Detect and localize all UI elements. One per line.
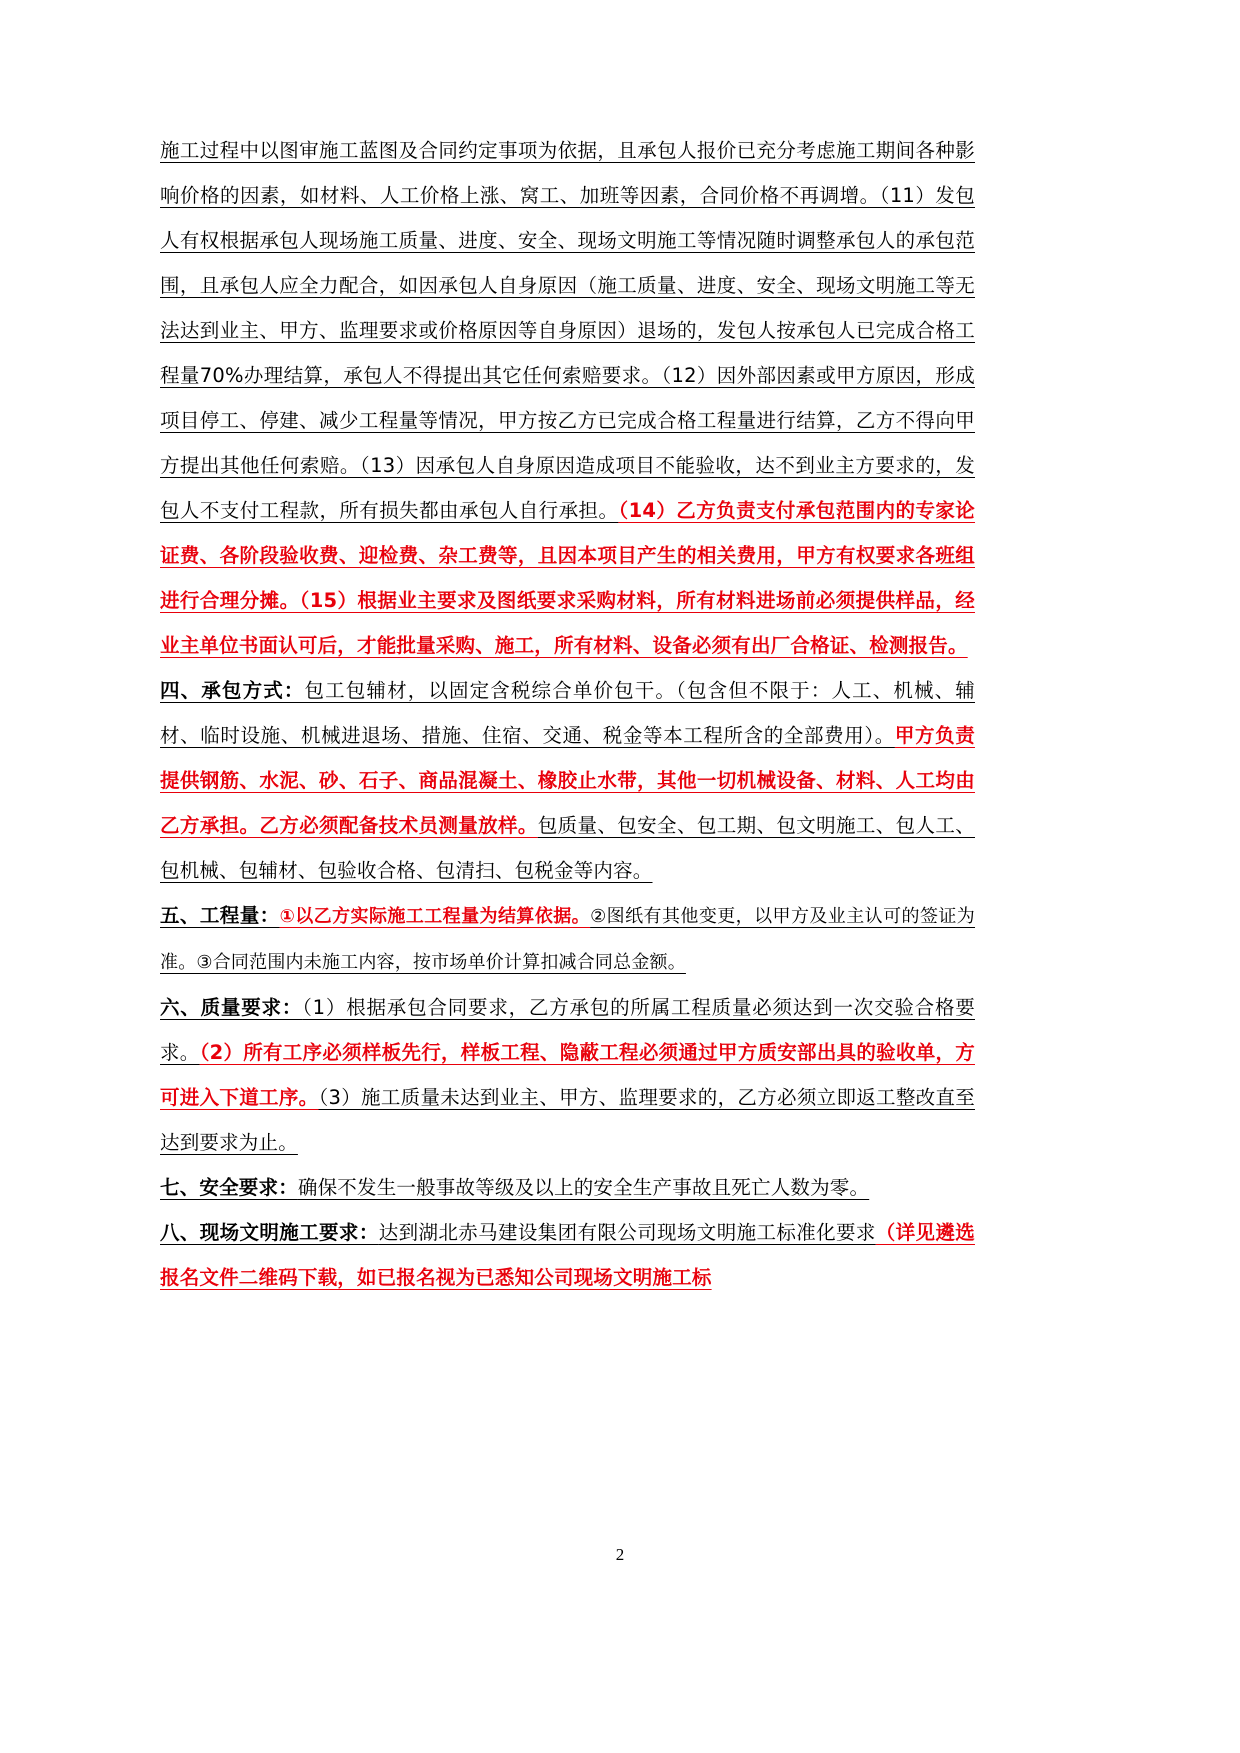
section-heading-six: 六、质量要求： bbox=[160, 996, 303, 1019]
text-run: 确保不发生一般事故等级及以上的安全生产事故且死亡人数为零。 bbox=[297, 1176, 870, 1199]
text-run: 施工过程中以图审施工蓝图及合同约定事项为依据，且承包人报价已充分考虑施工期间各种影响价格的因素，如材料、人工价格上涨、窝工、加班等因素，合同价格不再调增。（11）发包人有权根据承包人现场施工质量、进度、安全、现场文明施工等情况随时调整承包人的承包范围，且承包人应全力配合，如因承包人自身原因（施工质量、进度、安全、现场文明施工等无法达到业主、甲方、监理要求或价格原因等自身原因）退场的，发包人按承包人已完成合格工程量70%办理结算，承包人不得提出其它任何索赔要求。（12）因外部因素或甲方原因，形成项目停工、停建、减少工程量等情况，甲方按乙方已完成合格工程量进行结算，乙方不得向甲方提出其他任何索赔。（13）因承包人自身原因造成项目不能验收，达不到业主方要求的，发包人不支付工程款，所有损失都由承包人自行承担。 bbox=[160, 139, 975, 522]
text-run: （1）根据承包合同要求，乙方承包的所属工程质量必须达到一次交验合格要求。 bbox=[160, 996, 975, 1064]
section-heading-five: 五、工程量： bbox=[160, 904, 280, 927]
paragraph-section-five-quantity bbox=[160, 893, 975, 985]
paragraph-contract-price-terms bbox=[160, 128, 975, 668]
text-run-highlight: （详见遴选报名文件二维码下载，如已报名视为已悉知公司现场文明施工标 bbox=[160, 1221, 975, 1289]
paragraph-section-eight-civilized-construction bbox=[160, 1210, 975, 1300]
document-body bbox=[160, 128, 975, 1300]
section-heading-seven: 七、安全要求： bbox=[160, 1176, 298, 1199]
paragraph-section-six-quality bbox=[160, 985, 975, 1165]
text-run: 包质量、包安全、包工期、包文明施工、包人工、包机械、包辅材、包验收合格、包清扫、包税金等内容。 bbox=[160, 814, 975, 882]
text-run-highlight: 甲方负责提供钢筋、水泥、砂、石子、商品混凝土、橡胶止水带，其他一切机械设备、材料、人工均由乙方承担。乙方必须配备技术员测量放样。 bbox=[160, 724, 975, 837]
text-run-highlight: ①以乙方实际施工工程量为结算依据。 bbox=[279, 906, 591, 927]
paragraph-section-four-contracting-method bbox=[160, 668, 975, 893]
text-run: 达到湖北赤马建设集团有限公司现场文明施工标准化要求 bbox=[378, 1221, 876, 1244]
section-heading-four: 四、承包方式： bbox=[160, 679, 305, 702]
paragraph-section-seven-safety bbox=[160, 1165, 975, 1210]
text-run-highlight: （14）乙方负责支付承包范围内的专家论证费、各阶段验收费、迎检费、杂工费等，且因本项目产生的相关费用，甲方有权要求各班组进行合理分摊。（15）根据业主要求及图纸要求采购材料，所有材料进场前必须提供样品，经业主单位书面认可后，才能批量采购、施工，所有材料、设备必须有出厂合格证、检测报告。 bbox=[160, 499, 976, 657]
text-run: 包工包辅材，以固定含税综合单价包干。（包含但不限于：人工、机械、辅材、临时设施、机械进退场、措施、住宿、交通、税金等本工程所含的全部费用）。 bbox=[160, 679, 975, 747]
text-run: （3）施工质量未达到业主、甲方、监理要求的，乙方必须立即返工整改直至达到要求为止。 bbox=[160, 1086, 975, 1154]
page-number: 2 bbox=[615, 1545, 625, 1564]
text-run-highlight: （2）所有工序必须样板先行，样板工程、隐蔽工程必须通过甲方质安部出具的验收单，方可进入下道工序。 bbox=[160, 1041, 975, 1109]
section-heading-eight: 八、现场文明施工要求： bbox=[160, 1221, 379, 1244]
text-run: ②图纸有其他变更，以甲方及业主认可的签证为准。③合同范围内未施工内容，按市场单价计算扣减合同总金额。 bbox=[160, 906, 976, 973]
